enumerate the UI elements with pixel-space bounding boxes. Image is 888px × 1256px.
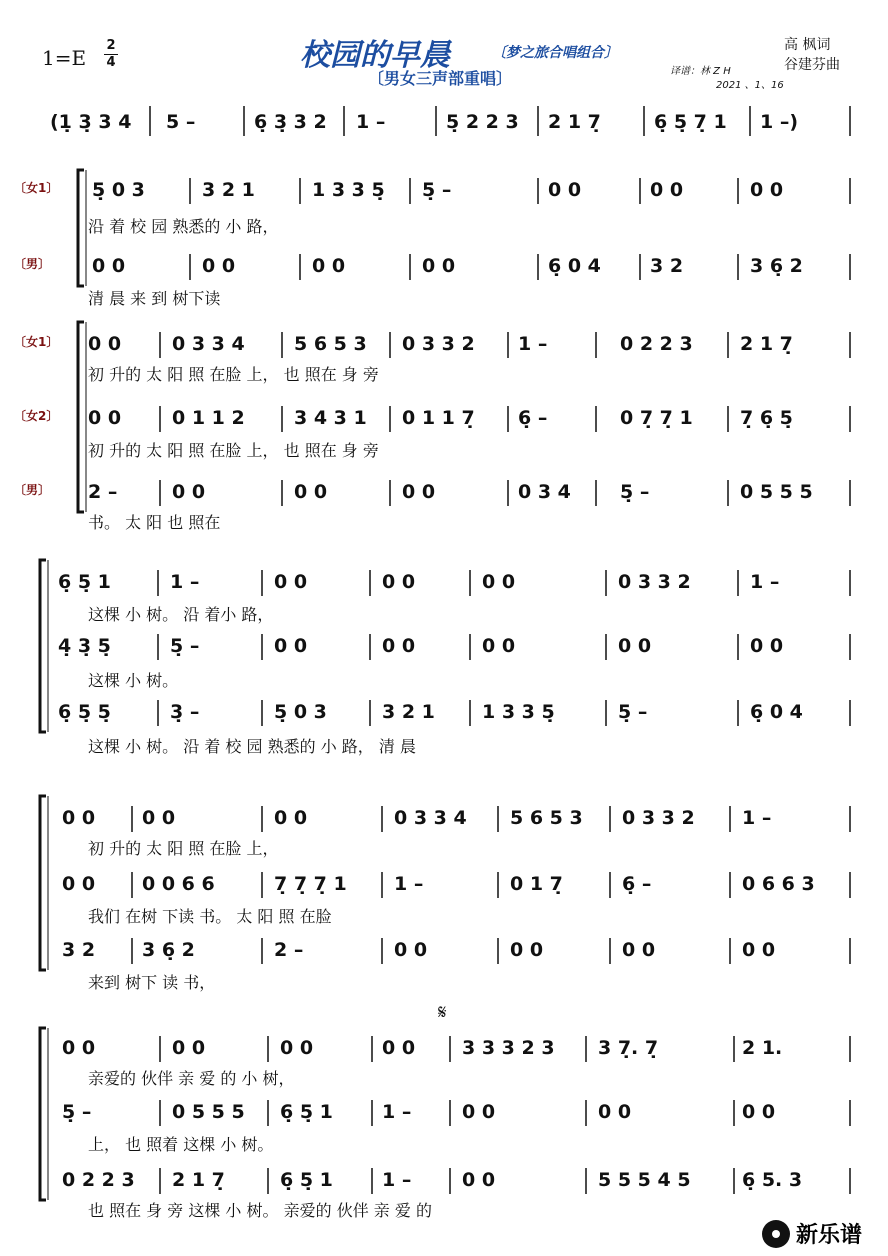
site-logo: [762, 1218, 862, 1249]
note-measure: 7̣ 7̣ 7̣ 1: [274, 873, 347, 895]
note-measure: 0 0: [650, 179, 684, 201]
note-measure: 0 0: [750, 635, 784, 657]
note-measure: 1 3 3 5̣: [312, 179, 385, 201]
note-measure: 0 0: [172, 1037, 206, 1059]
lyrics-line: 书。 太 阳 也 照在: [88, 513, 221, 532]
note-measure: 6̣ 5̣ 1: [280, 1169, 333, 1191]
note-measure: 0 0: [312, 255, 346, 277]
part-label: 〔女1〕: [14, 335, 59, 349]
intro-measure: 2 1 7̣: [548, 111, 601, 133]
note-measure: 2 1 7̣: [740, 333, 793, 355]
lyrics-line: 初 升的 太 阳 照 在脸 上， 也 照在 身 旁: [88, 441, 379, 460]
note-measure: 0 0: [510, 939, 544, 961]
note-measure: 5̣ –: [620, 481, 650, 503]
note-measure: 6̣ –: [622, 873, 652, 895]
note-measure: 7̣ 6̣ 5̣: [740, 407, 793, 429]
note-measure: 0 0: [382, 571, 416, 593]
note-measure: 0 0: [62, 873, 96, 895]
note-measure: 0 0: [482, 635, 516, 657]
lyrics-line: 初 升的 太 阳 照 在脸 上，: [88, 839, 279, 858]
lyrics-line: 沿 着 校 园 熟悉的 小 路，: [88, 217, 279, 236]
note-measure: 5̣ –: [618, 701, 648, 723]
note-measure: 0 1 7̣: [510, 873, 563, 895]
note-measure: 5 5 5 4 5: [598, 1169, 691, 1191]
intro-measure: 5̣ 2 2 3: [446, 111, 519, 133]
note-measure: 5 6 5 3: [510, 807, 583, 829]
lyricist-credit: 高 枫词: [784, 37, 831, 53]
system-bracket: [40, 796, 46, 970]
note-measure: 5̣ 0 3: [274, 701, 327, 723]
note-measure: 5 6 5 3: [294, 333, 367, 355]
note-measure: 3 6̣ 2: [750, 255, 803, 277]
note-measure: 0 0: [422, 255, 456, 277]
note-measure: 6̣ 5̣ 1: [280, 1101, 333, 1123]
note-measure: 6̣ –: [518, 407, 548, 429]
note-measure: 1 –: [382, 1101, 412, 1123]
lyrics-line: 清 晨 来 到 树下读: [88, 289, 221, 308]
note-measure: 0 0: [62, 807, 96, 829]
note-measure: 5̣ –: [62, 1101, 92, 1123]
note-measure: 1 –: [382, 1169, 412, 1191]
note-measure: 6̣ 5̣ 5̣: [58, 701, 111, 723]
note-measure: 3 3 3 2 3: [462, 1037, 555, 1059]
note-measure: 3 2: [62, 939, 96, 961]
note-measure: 0 0: [280, 1037, 314, 1059]
note-measure: 0 0 6 6: [142, 873, 215, 895]
note-measure: 0 3 3 2: [622, 807, 695, 829]
note-measure: 0 3 4: [518, 481, 571, 503]
note-measure: 3 6̣ 2: [142, 939, 195, 961]
note-measure: 0 6 6 3: [742, 873, 815, 895]
note-measure: 0 3 3 4: [394, 807, 467, 829]
lyrics-line: 也 照在 身 旁 这棵 小 树。 亲爱的 伙伴 亲 爱 的: [88, 1201, 432, 1220]
note-measure: 0 0: [598, 1101, 632, 1123]
time-signature-top: 2: [106, 38, 116, 53]
note-measure: 2 –: [88, 481, 118, 503]
note-measure: 0 0: [482, 571, 516, 593]
note-measure: 3 4 3 1: [294, 407, 367, 429]
note-measure: 0 5 5 5: [172, 1101, 245, 1123]
note-measure: 4̣ 3̣ 5̣: [58, 635, 111, 657]
note-measure: 0 1 1 7̣: [402, 407, 475, 429]
lyrics-line: 这棵 小 树。: [88, 671, 179, 690]
note-measure: 6̣ 5. 3: [742, 1169, 803, 1191]
note-measure: 0 3 3 2: [618, 571, 691, 593]
lyrics-line: 亲爱的 伙伴 亲 爱 的 小 树，: [88, 1069, 295, 1088]
intro-measure: 6̣ 3̣ 3 2: [254, 111, 327, 133]
part-label: 〔男〕: [14, 483, 51, 497]
note-measure: 0 0: [172, 481, 206, 503]
key-signature: 1=E: [42, 46, 87, 70]
note-measure: 1 –: [518, 333, 548, 355]
note-measure: 0 0: [462, 1101, 496, 1123]
note-measure: 5̣ –: [170, 635, 200, 657]
note-measure: 1 –: [394, 873, 424, 895]
system-bracket: [40, 1028, 46, 1200]
note-measure: 0 0: [462, 1169, 496, 1191]
note-measure: 0 0: [142, 807, 176, 829]
note-measure: 1 –: [742, 807, 772, 829]
note-measure: 0 0: [402, 481, 436, 503]
note-measure: 0 0: [274, 635, 308, 657]
note-measure: 1 3 3 5̣: [482, 701, 555, 723]
lyrics-line: 我们 在树 下读 书。 太 阳 照 在脸: [88, 907, 332, 926]
note-measure: 0 3 3 4: [172, 333, 245, 355]
performer-subtitle: 〔梦之旅合唱组合〕: [492, 45, 618, 61]
part-label: 〔女2〕: [14, 409, 59, 423]
note-measure: 0 0: [88, 333, 122, 355]
note-measure: 0 0: [274, 807, 308, 829]
note-measure: 0 7̣ 7̣ 1: [620, 407, 693, 429]
lyrics-line: 来到 树下 读 书，: [88, 973, 216, 992]
record-icon: [762, 1220, 790, 1248]
note-measure: 0 0: [88, 407, 122, 429]
intro-measure: 6̣ 5̣ 7̣ 1: [654, 111, 727, 133]
note-measure: 0 0: [294, 481, 328, 503]
time-signature-bottom: 4: [106, 55, 116, 70]
note-measure: 3̣ –: [170, 701, 200, 723]
note-measure: 0 0: [62, 1037, 96, 1059]
intro-measure: 5 –: [166, 111, 196, 133]
system-bracket: [78, 170, 84, 286]
note-measure: 0 3 3 2: [402, 333, 475, 355]
note-measure: 0 0: [382, 1037, 416, 1059]
note-measure: 3 2: [650, 255, 684, 277]
note-measure: 0 0: [394, 939, 428, 961]
intro-measure: (1̣ 3̣ 3 4: [50, 111, 132, 133]
note-measure: 0 0: [548, 179, 582, 201]
note-measure: 3 2 1: [382, 701, 435, 723]
note-measure: 0 0: [92, 255, 126, 277]
note-measure: 2 1 7̣: [172, 1169, 225, 1191]
song-title: 校园的早晨: [300, 38, 450, 73]
note-measure: 0 2 2 3: [620, 333, 693, 355]
lyrics-line: 这棵 小 树。 沿 着 校 园 熟悉的 小 路， 清 晨: [88, 737, 416, 756]
lyrics-line: 初 升的 太 阳 照 在脸 上， 也 照在 身 旁: [88, 365, 379, 384]
system-bracket: [40, 560, 46, 732]
segno-sign: 𝄋: [438, 1000, 447, 1024]
transcription-date: 2021 、1、16: [716, 80, 784, 91]
note-measure: 0 0: [622, 939, 656, 961]
note-measure: 3 7̣. 7̣: [598, 1037, 659, 1059]
system-bracket: [78, 322, 84, 512]
note-measure: 0 0: [202, 255, 236, 277]
intro-measure: 1 –: [356, 111, 386, 133]
note-measure: 6̣ 5̣ 1: [58, 571, 111, 593]
lyrics-line: 这棵 小 树。 沿 着小 路，: [88, 605, 274, 624]
lyrics-line: 上， 也 照着 这棵 小 树。: [88, 1135, 274, 1154]
note-measure: 0 0: [742, 1101, 776, 1123]
note-measure: 6̣ 0 4: [750, 701, 803, 723]
note-measure: 5̣ –: [422, 179, 452, 201]
note-measure: 5̣ 0 3: [92, 179, 145, 201]
note-measure: 0 2 2 3: [62, 1169, 135, 1191]
note-measure: 1 –: [170, 571, 200, 593]
note-measure: 6̣ 0 4: [548, 255, 601, 277]
note-measure: 0 1 1 2: [172, 407, 245, 429]
note-measure: 2 1.: [742, 1037, 783, 1059]
note-measure: 2 –: [274, 939, 304, 961]
note-measure: 0 0: [382, 635, 416, 657]
logo-text: 新乐谱: [796, 1223, 863, 1248]
composer-credit: 谷建芬曲: [784, 57, 840, 73]
transcriber-credit: 译谱：林 Z H: [670, 66, 731, 77]
arrangement-subtitle: 〔男女三声部重唱〕: [368, 69, 513, 88]
note-measure: 0 0: [750, 179, 784, 201]
intro-measure: 1 –): [760, 111, 799, 133]
part-label: 〔男〕: [14, 257, 51, 271]
part-label: 〔女1〕: [14, 181, 59, 195]
note-measure: 0 0: [274, 571, 308, 593]
note-measure: 0 0: [618, 635, 652, 657]
note-measure: 0 5 5 5: [740, 481, 813, 503]
note-measure: 0 0: [742, 939, 776, 961]
note-measure: 1 –: [750, 571, 780, 593]
note-measure: 3 2 1: [202, 179, 255, 201]
